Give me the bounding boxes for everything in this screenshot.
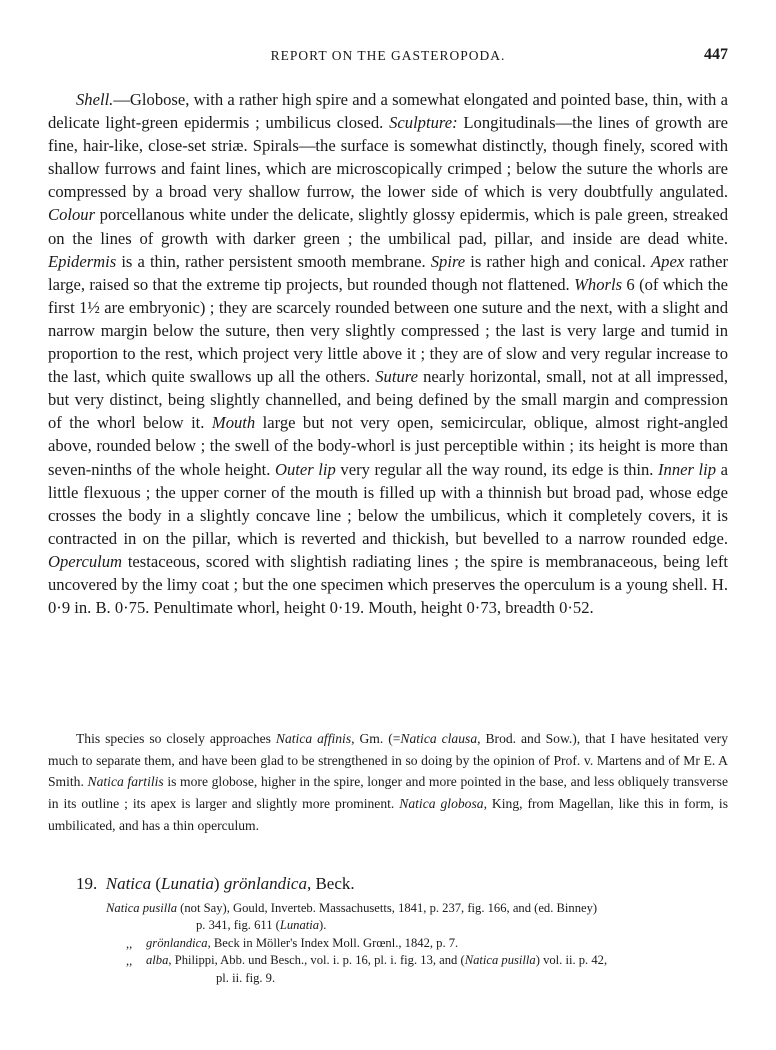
operculum-text: testaceous, scored with slightish radiating lines ; the spire is membranaceous, being left uncovered by the limy coat ; but the one specimen which preserves the operculum is a young shell. H. 0·9 in. B. 0·75. Penultimate whorl, height 0·19. Mouth, height 0·73, breadth 0·52. [48, 551, 728, 618]
synonym-name: Lunatia [279, 918, 320, 933]
sculpture-label: Sculpture: [389, 113, 458, 133]
synonym-reference: (not Say), Gould, Inverteb. Massachusetts, 1841, p. 237, fig. 166, and (ed. Binney) [177, 901, 598, 915]
synonym-reference-continued [106, 917, 728, 934]
synonymy-list [106, 900, 728, 987]
remarks-text: This species so closely approaches [76, 731, 276, 746]
species-name: Natica globosa [399, 796, 484, 812]
page-number: 447 [704, 46, 728, 63]
shell-label: Shell. [76, 90, 114, 109]
remarks-text: , Brod. and Sow.), that I have hesitated very much to separate them, and have been glad to be strengthened in so doing by the opinion of Prof. v. Martens and of Mr E. A Smith. [48, 731, 729, 790]
whorls-text: 6 (of which the first 1½ are embryonic) ; they are scarcely rounded between one suture and the next, with a slight and narrow margin below the suture, then very slightly compressed ; the last is very large and tumid in proportion to the rest, which project very little above it ; they are of slow and very regular increase to the last, which quite swallows up all the others. [48, 274, 728, 387]
synonym-reference: ) vol. ii. p. 42, [535, 953, 608, 968]
remarks-text: is more globose, higher in the spire, longer and more pointed in the base, and less obliquely transverse in its outline ; its apex is larger and slightly more prominent. [48, 774, 728, 812]
epidermis-text: is a thin, rather persistent smooth membrane. [116, 251, 431, 271]
synonym-name: grönlandica [146, 935, 208, 950]
ditto-mark: ,, [126, 954, 133, 969]
synonym-reference: , Philippi, Abb. und Besch., vol. i. p. 16, pl. i. fig. 13, and ( [168, 953, 465, 968]
synonym-reference-continued: pl. ii. fig. 9. [216, 970, 276, 985]
species-heading: 19. Natica (Lunatia) grönlandica, Beck. [76, 874, 355, 893]
running-title: REPORT ON THE GASTEROPODA. [270, 48, 506, 63]
whorls-label: Whorls [574, 274, 623, 294]
suture-text: nearly horizontal, small, not at all impressed, but very distinct, being slightly channelled, and being defined by the small margin and compression of the whorl below it. [48, 367, 728, 433]
mouth-text: large but not very open, semicircular, oblique, almost right-angled above, rounded below ; the swell of the body-whorl is just perceptible within ; its height is more than seven-ninths of the whole height. [48, 413, 728, 479]
remarks-text: , Gm. (= [351, 731, 401, 746]
remarks-text: , King, from Magellan, like this in form, is umbilicated, and has a thin operculum. [48, 796, 728, 833]
outer-lip-label: Outer lip [275, 459, 336, 479]
genus-name: Natica [105, 874, 152, 893]
page-header [48, 46, 728, 70]
synonymy-entry [106, 935, 728, 952]
synonym-name: Natica pusilla [464, 953, 536, 968]
operculum-label: Operculum [48, 551, 123, 571]
species-author: , Beck. [306, 874, 355, 893]
species-description [48, 88, 728, 619]
species-name: Natica clausa [400, 731, 478, 746]
species-name: Natica fartilis [87, 774, 164, 790]
suture-label: Suture [375, 367, 418, 387]
remarks-section [48, 728, 728, 837]
remarks-paragraph [48, 728, 728, 837]
inner-lip-text: a little flexuous ; the upper corner of the mouth is filled up with a thinnish but broad pad, whose edge crosses the body in a slightly concave line ; below the umbilicus, which it completely covers, it is contracted in on the pillar, which is reverted and thickish, but bevelled to a narrow rounded edge. [48, 459, 728, 548]
spire-label: Spire [430, 251, 466, 271]
species-name: Natica affinis [275, 731, 352, 746]
description-paragraph [48, 88, 728, 619]
synonym-reference: , Beck in Möller's Index Moll. Grœnl., 1842, p. 7. [207, 935, 459, 950]
species-number: 19. [76, 874, 98, 893]
synonym-name: alba [146, 953, 169, 968]
epidermis-label: Epidermis [48, 251, 117, 271]
synonymy-entry [106, 952, 728, 987]
apex-label: Apex [651, 251, 685, 271]
colour-label: Colour [48, 205, 96, 225]
synonymy-entry [106, 900, 728, 935]
inner-lip-label: Inner lip [658, 459, 717, 479]
shell-text: —Globose, with a rather high spire and a somewhat elongated and pointed base, thin, with a delicate light-green epidermis ; umbilicus closed. [48, 90, 728, 133]
species-epithet: grönlandica [223, 874, 307, 893]
sculpture-text: Longitudinals—the lines of growth are fine, hair-like, close-set striæ. Spirals—the surface is somewhat distinctly, though finely, scored with shallow furrows and faint lines, which are microscopically crimped ; below the suture the whorls are compressed by a broad very shallow furrow, the lower side of which is very doubtfully angulated. [48, 113, 728, 202]
ditto-mark: ,, [126, 936, 133, 951]
outer-lip-text: very regular all the way round, its edge is thin. [335, 459, 658, 479]
mouth-label: Mouth [211, 413, 256, 433]
colour-text: porcellanous white under the delicate, slightly glossy epidermis, which is pale green, streaked on the lines of growth with darker green ; the umbilical pad, pillar, and inside are dead white. [48, 205, 728, 248]
subgenus-name: Lunatia [161, 874, 214, 893]
synonym-reference-part: p. 341, fig. 611 ( [196, 918, 280, 933]
synonym-name: Natica pusilla [106, 901, 178, 915]
apex-text: rather large, raised so that the extreme tip projects, but rounded though not flattened. [48, 251, 728, 294]
synonym-reference-part: ). [319, 918, 327, 933]
spire-text: is rather high and conical. [465, 251, 652, 271]
